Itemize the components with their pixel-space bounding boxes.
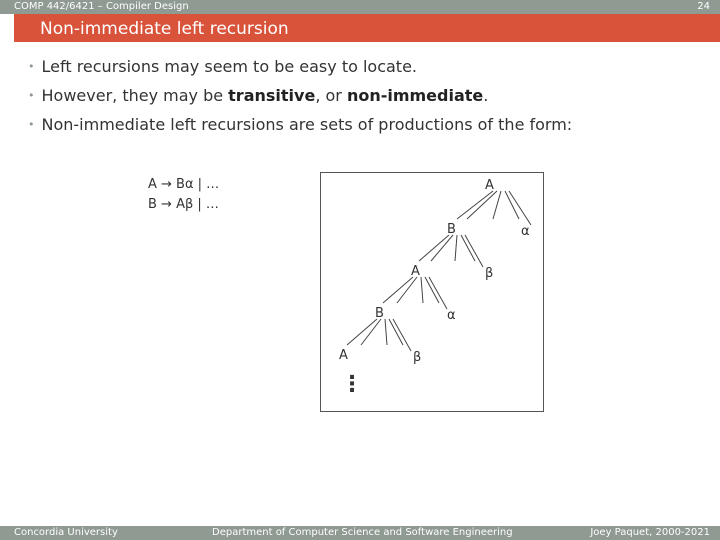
bottom-bar <box>0 526 720 540</box>
bullet-item <box>28 81 572 110</box>
bullet-icon: • <box>28 60 35 73</box>
title-bar <box>14 14 720 42</box>
bullet-text: However, they may be <box>41 86 229 105</box>
grammar-rule: A → Bα | … <box>148 177 220 192</box>
derivation-tree <box>321 173 543 411</box>
page-number: 24 <box>697 1 710 12</box>
tree-node-beta: β <box>413 350 422 365</box>
bullet-list <box>28 52 572 139</box>
term-non-immediate: non-immediate <box>346 86 484 105</box>
top-bar <box>0 0 720 14</box>
tree-node-alpha: α <box>447 308 456 323</box>
bullet-text: . <box>483 86 489 105</box>
bullet-icon: • <box>28 89 35 102</box>
grammar-rules <box>148 175 219 215</box>
footer-university: Concordia University <box>14 527 118 538</box>
tree-node-alpha: α <box>521 224 530 239</box>
tree-node-b: B <box>375 306 384 321</box>
bullet-item <box>28 110 572 139</box>
footer-department: Department of Computer Science and Software Engineering <box>212 527 513 538</box>
bullet-text: , or <box>315 86 347 105</box>
bullet-text: Left recursions may seem to be easy to locate. <box>41 57 418 76</box>
tree-node-a: A <box>411 264 420 279</box>
footer-author: Joey Paquet, 2000-2021 <box>590 527 710 538</box>
tree-node-b: B <box>447 222 456 237</box>
course-title: COMP 442/6421 – Compiler Design <box>14 1 189 12</box>
tree-node-a: A <box>485 178 494 193</box>
slide-title: Non-immediate left recursion <box>40 19 289 39</box>
tree-ellipsis: ⋮ <box>341 372 363 397</box>
bullet-icon: • <box>28 118 35 131</box>
term-transitive: transitive <box>228 86 316 105</box>
grammar-rule: B → Aβ | … <box>148 197 219 212</box>
tree-node-a: A <box>339 348 348 363</box>
bullet-text: Non-immediate left recursions are sets of productions of the form: <box>41 115 573 134</box>
tree-node-beta: β <box>485 266 494 281</box>
derivation-tree-box <box>320 172 544 412</box>
bullet-item <box>28 52 572 81</box>
